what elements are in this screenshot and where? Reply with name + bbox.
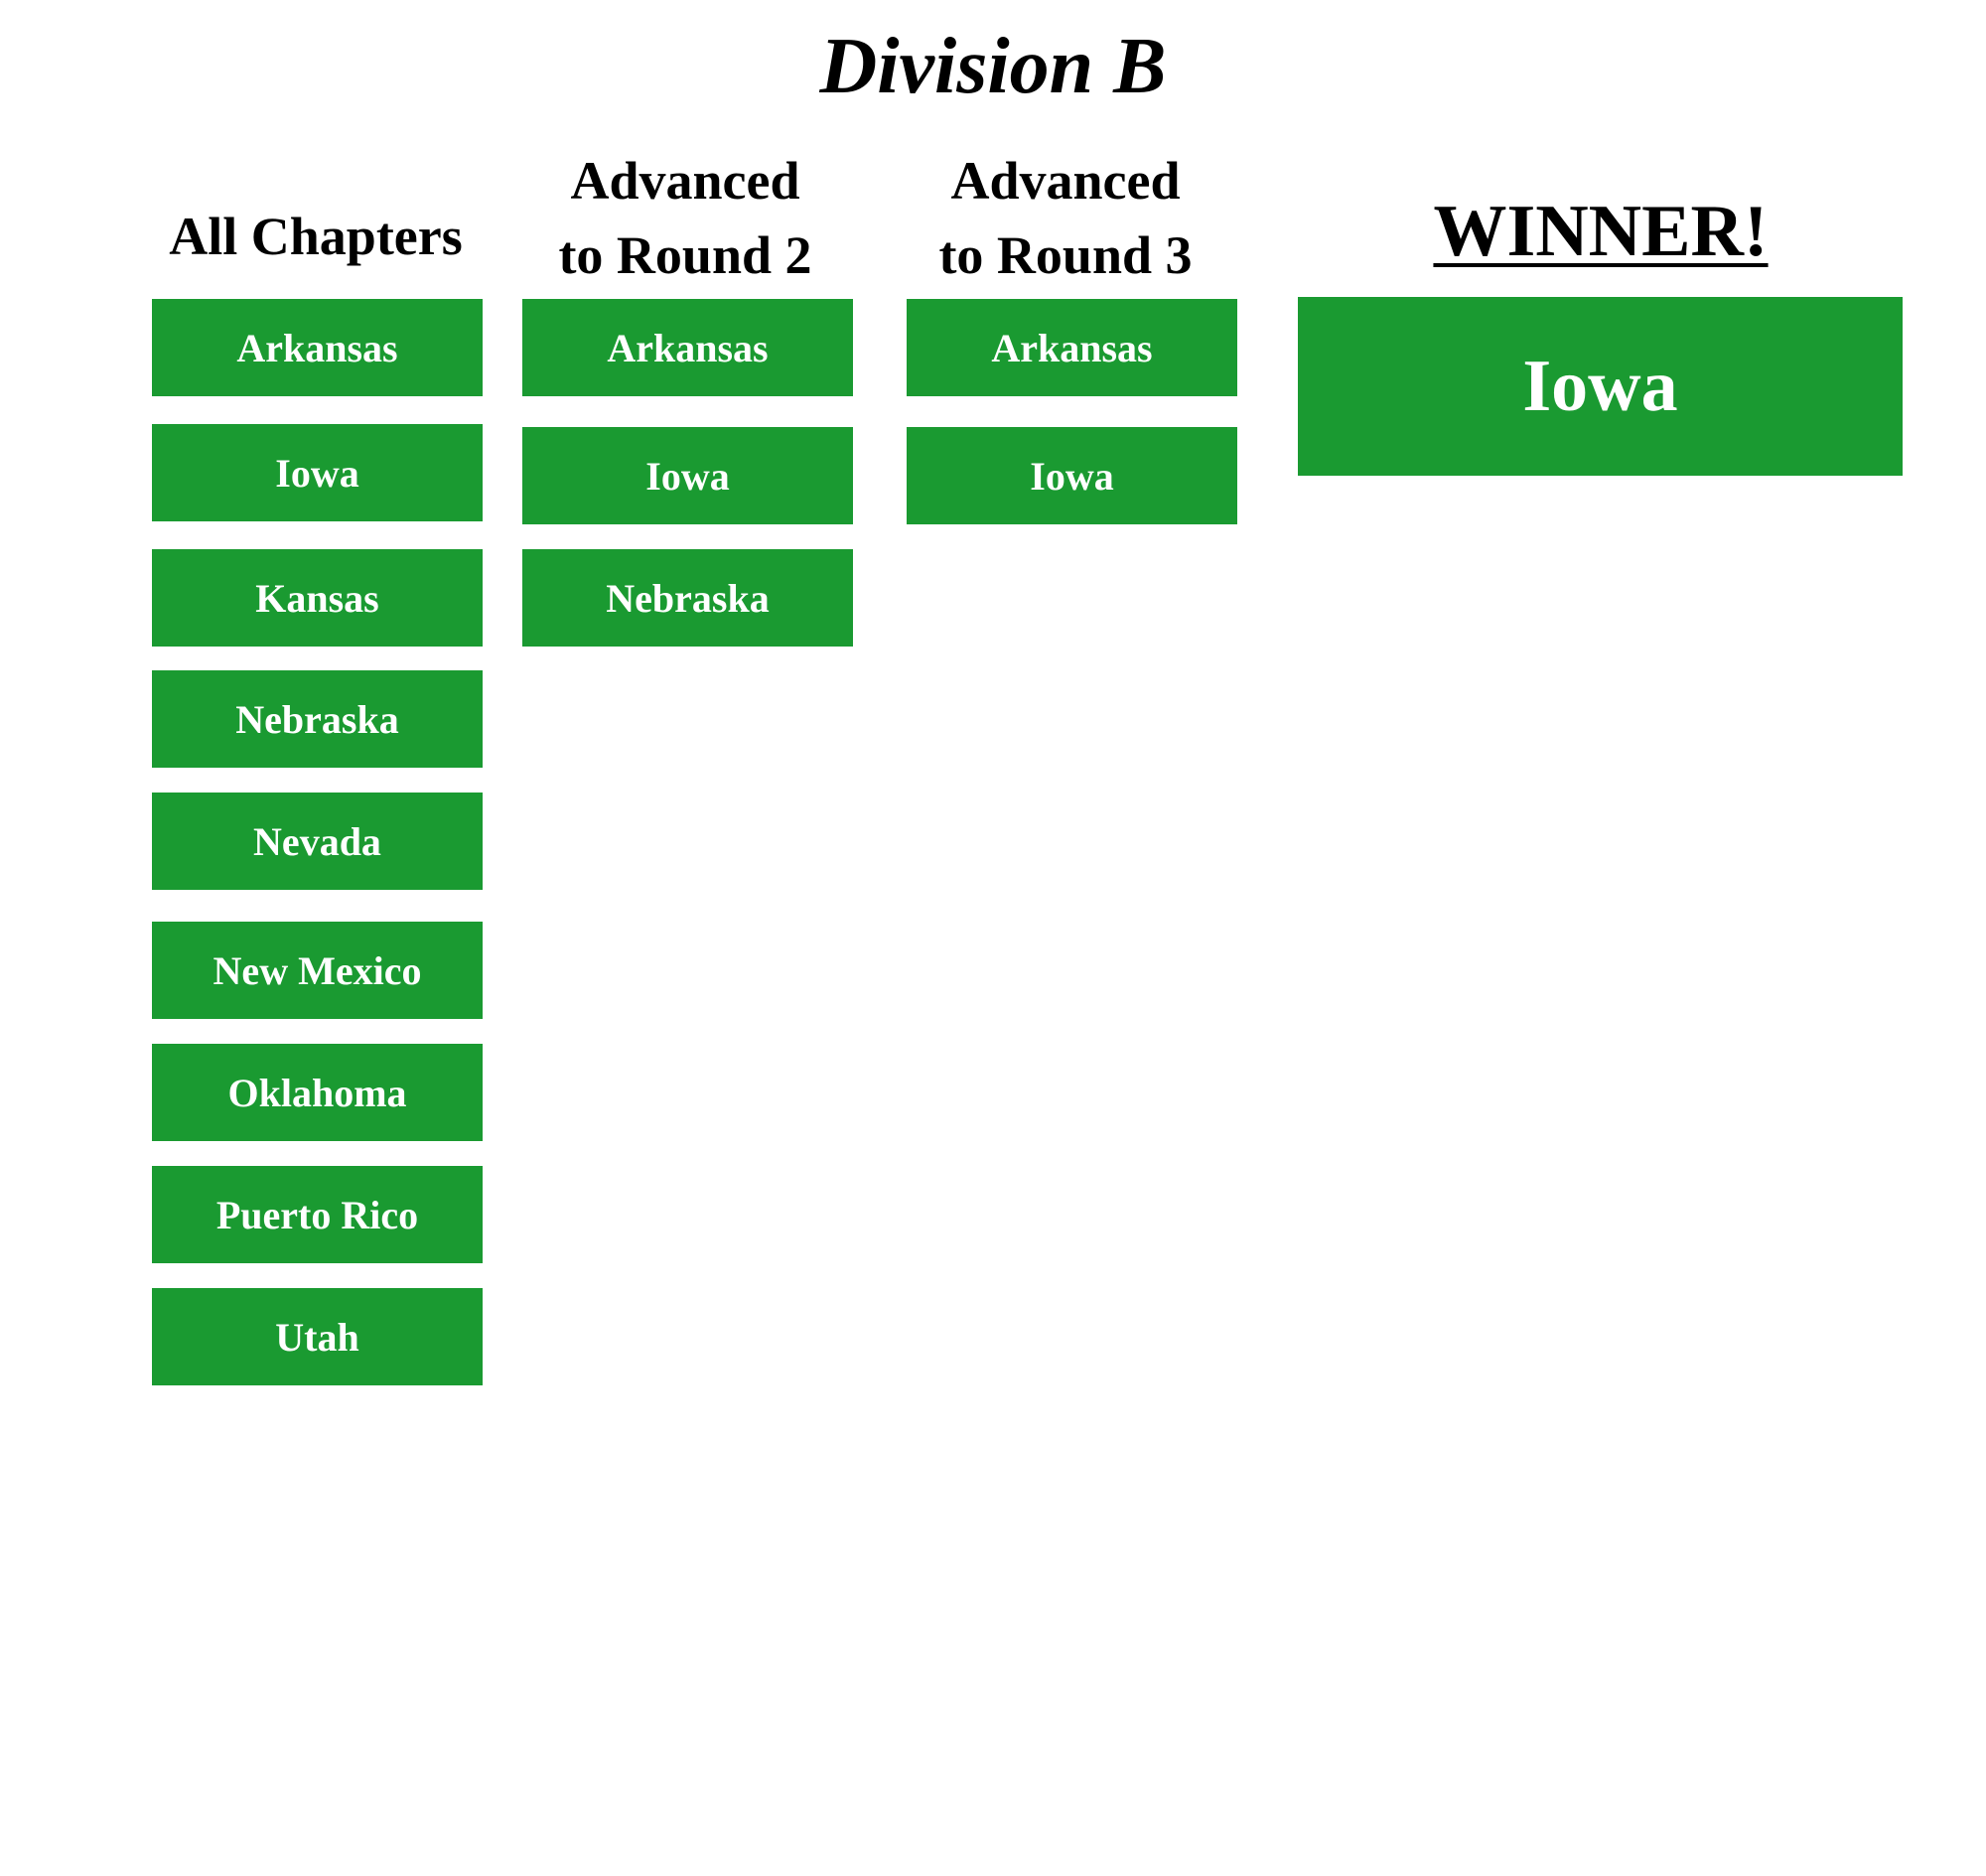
round3-box-iowa: Iowa <box>907 427 1237 524</box>
round2-box-arkansas: Arkansas <box>522 299 853 396</box>
round2-box-iowa: Iowa <box>522 427 853 524</box>
winner-heading: WINNER! <box>1433 190 1769 272</box>
chapter-box-oklahoma: Oklahoma <box>152 1044 483 1141</box>
round3-box-arkansas: Arkansas <box>907 299 1237 396</box>
winner-box-iowa: Iowa <box>1298 297 1903 476</box>
round3-heading-line2: to Round 3 <box>938 225 1193 285</box>
all-chapters-heading <box>152 197 480 276</box>
chapter-box-nebraska: Nebraska <box>152 670 483 768</box>
round2-heading <box>521 144 849 293</box>
round2-heading-line2: to Round 2 <box>558 225 812 285</box>
round2-heading-line1: Advanced <box>570 151 800 211</box>
chapter-box-utah: Utah <box>152 1288 483 1385</box>
chapter-box-new-mexico: New Mexico <box>152 922 483 1019</box>
chapter-box-iowa: Iowa <box>152 424 483 521</box>
chapter-box-kansas: Kansas <box>152 549 483 647</box>
chapter-box-arkansas: Arkansas <box>152 299 483 396</box>
chapter-box-nevada: Nevada <box>152 793 483 890</box>
round3-heading-line1: Advanced <box>950 151 1181 211</box>
all-chapters-heading-label: All Chapters <box>169 206 463 266</box>
chapter-box-puerto-rico: Puerto Rico <box>152 1166 483 1263</box>
bracket-title: Division B <box>819 23 1167 110</box>
round3-heading <box>902 144 1229 293</box>
round2-box-nebraska: Nebraska <box>522 549 853 647</box>
